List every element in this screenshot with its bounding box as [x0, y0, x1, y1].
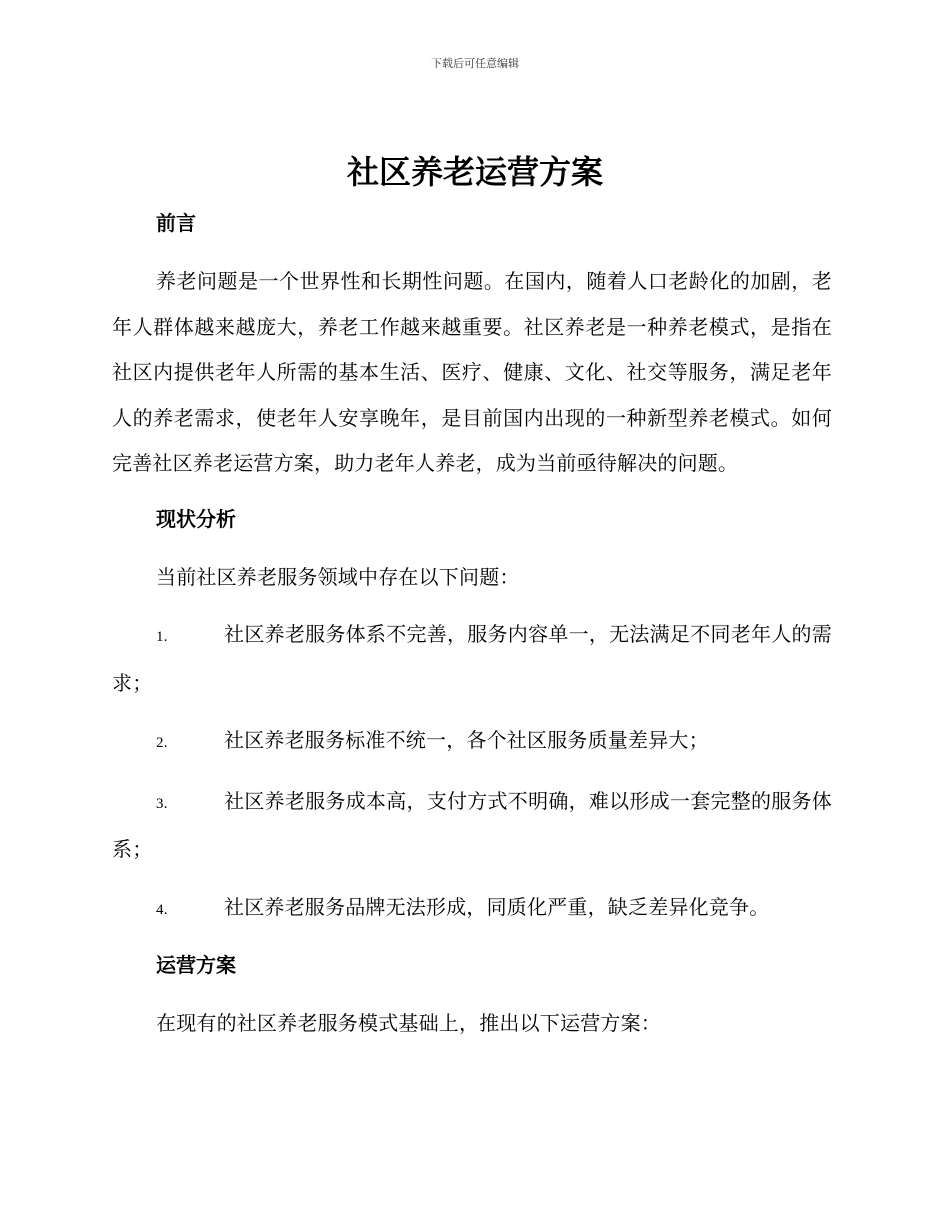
section-heading-operation: 运营方案 — [156, 953, 236, 977]
list-number: 2. — [156, 735, 168, 751]
list-item — [112, 885, 832, 934]
list-item — [112, 718, 832, 767]
list-text: 社区养老服务体系不完善，服务内容单一，无法满足不同老年人的需求； — [112, 622, 832, 695]
header-note: 下载后可任意编辑 — [431, 57, 519, 70]
preface-paragraph: 养老问题是一个世界性和长期性问题。在国内，随着人口老龄化的加剧，老年人群体越来越庞大，养老工作越来越重要。社区养老是一种养老模式，是指在社区内提供老年人所需的基本生活、医疗、健康、文化、社交等服务，满足老年人的养老需求，使老年人安享晚年，是目前国内出现的一种新型养老模式。如何完善社区养老运营方案，助力老年人养老，成为当前亟待解决的问题。 — [112, 269, 832, 475]
document-body — [112, 203, 832, 1047]
page-title: 社区养老运营方案 — [346, 153, 603, 191]
list-text: 社区养老服务品牌无法形成，同质化严重，缺乏差异化竞争。 — [224, 894, 770, 919]
list-text: 社区养老服务成本高，支付方式不明确，难以形成一套完整的服务体系； — [112, 788, 832, 861]
list-item — [112, 779, 832, 873]
list-number: 4. — [156, 901, 168, 918]
operation-intro: 在现有的社区养老服务模式基础上，推出以下运营方案： — [156, 1011, 661, 1035]
section-heading-analysis: 现状分析 — [156, 506, 236, 531]
list-item — [112, 612, 832, 706]
analysis-intro: 当前社区养老服务领域中存在以下问题： — [156, 564, 520, 589]
section-heading-preface: 前言 — [156, 211, 196, 235]
list-number: 3. — [156, 795, 168, 812]
list-number: 1. — [156, 629, 168, 645]
list-text: 社区养老服务标准不统一，各个社区服务质量差异大； — [224, 728, 709, 752]
